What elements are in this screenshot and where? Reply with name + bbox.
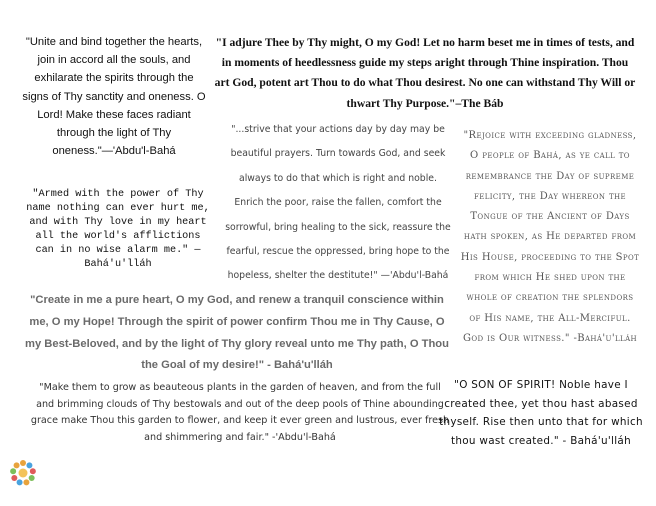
quote-plants: "Make them to grow as beauteous plants in the garden of heaven, and from the full and brimming clouds of Thy bestowals and out of the deep pools of Thine abounding grace make Thou this garden to flower, and keep it ever green and lustrous, ever fresh and shimmering and fair." -'Abdu'l-Bahá bbox=[30, 382, 450, 443]
quote-create: "Create in me a pure heart, O my God, and renew a tranquil conscience within me, O my Hope! Through the spirit of power confirm Thou me in Thy Cause, O my Best-Beloved, and by the light of Thy glory reveal unto me Thy path, O Thou the Goal of my desire!" - Bahá'u'lláh bbox=[25, 294, 449, 372]
quote-armed: "Armed with the power of Thy name nothing can ever hurt me, and with Thy love in my heart all the world's afflictions can in no wise alarm me." —Bahá'u'lláh bbox=[26, 189, 210, 270]
nine-pointed-star-icon bbox=[8, 458, 38, 488]
logo-dot bbox=[20, 460, 26, 466]
quote-strive: "...strive that your actions day by day may be beautiful prayers. Turn towards God, and seek always to do that which is right and noble. Enrich the poor, raise the fallen, comfort the sorrowful, bring healing to the sick, reassure the fearful, rescue the oppressed, bring hope to the hopeless, shelter the destitute!" —'Abdu'l-Bahá bbox=[225, 124, 451, 282]
logo-dot bbox=[17, 479, 23, 485]
logo-dot bbox=[14, 462, 20, 468]
quote-son-of-spirit: "O SON OF SPIRIT! Noble have I created thee, yet thou hast abased thyself. Rise then unto that for which thou wast created." - Bahá'u'lláh bbox=[439, 379, 643, 447]
logo-dot bbox=[23, 479, 29, 485]
quote-unite: "Unite and bind together the hearts, join in accord all the souls, and exhilarate the spirits through the signs of Thy sanctity and oneness. O Lord! Make these faces radiant through the light of Thy oneness."—'Abdu'l-Bahá bbox=[22, 36, 206, 158]
logo-center bbox=[19, 469, 28, 478]
logo-dot bbox=[26, 462, 32, 468]
logo-dot bbox=[10, 468, 16, 474]
logo-dot bbox=[30, 468, 36, 474]
logo-dot bbox=[29, 475, 35, 481]
logo-ring bbox=[10, 460, 36, 485]
logo-dot bbox=[11, 475, 17, 481]
quote-adjure: "I adjure Thee by Thy might, O my God! Let no harm beset me in times of tests, and in moments of heedlessness guide my steps aright through Thine inspiration. Thou art God, potent art Thou to do what Thou desirest. No one can withstand Thy Will or thwart Thy Purpose."–The Báb bbox=[214, 36, 636, 110]
quote-rejoice: "Rejoice with exceeding gladness, O people of Bahá, as ye call to remembrance the Day of supreme felicity, the Day whereon the Tongue of the Ancient of Days hath spoken, as He departed from His House, proceeding to the Spot from which He shed upon the whole of creation the splendors of His name, the All-Merciful. God is Our witness." -Bahá'u'lláh bbox=[460, 130, 640, 344]
